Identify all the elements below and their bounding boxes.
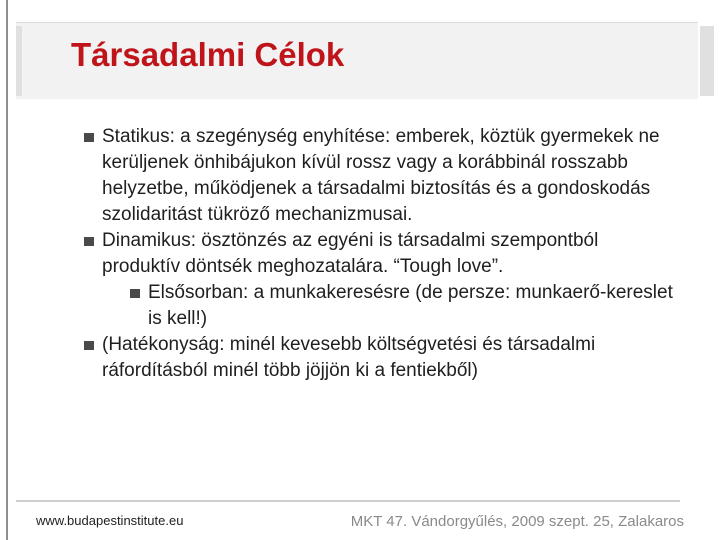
bullet-text: (Hatékonyság: minél kevesebb költségvetési és társadalmi ráfordításból minél több jöjjön ki a fentiekből) bbox=[102, 334, 596, 381]
square-bullet-icon bbox=[84, 133, 94, 142]
title-band-right-accent bbox=[700, 26, 714, 96]
footer-event-clip bbox=[300, 500, 700, 540]
bullet-item-statikus bbox=[84, 124, 674, 228]
bullet-item-dinamikus bbox=[84, 228, 674, 280]
square-bullet-icon bbox=[84, 341, 94, 350]
slide-title: Társadalmi Célok bbox=[71, 36, 345, 73]
sub-bullet-item-elsosorban bbox=[130, 280, 674, 332]
bullet-list bbox=[84, 124, 674, 384]
bullet-item-hatekonysag bbox=[84, 332, 674, 384]
footer-event: MKT 47. Vándorgyűlés, 2009 szept. 25, Zalakaros bbox=[350, 513, 684, 530]
left-border-line bbox=[6, 0, 8, 540]
bullet-text: Elsősorban: a munkakeresésre (de persze: munkaerő-kereslet is kell!) bbox=[148, 282, 673, 329]
title-band-left-accent bbox=[16, 26, 22, 96]
square-bullet-icon bbox=[84, 237, 94, 246]
square-bullet-icon bbox=[130, 289, 140, 298]
bullet-text: Dinamikus: ösztönzés az egyéni is társadalmi szempontból produktív döntsék meghozatalára. “Tough love”. bbox=[102, 230, 599, 277]
bullet-text: Statikus: a szegénység enyhítése: emberek, köztük gyermekek ne kerüljenek önhibájukon kívül rossz vagy a korábbinál rosszabb helyzetbe, működjenek a társadalmi biztosítás és a gondoskodás szolidaritást tükröző mechanizmusai. bbox=[102, 126, 660, 225]
footer-website: www.budapestinstitute.eu bbox=[36, 513, 184, 528]
